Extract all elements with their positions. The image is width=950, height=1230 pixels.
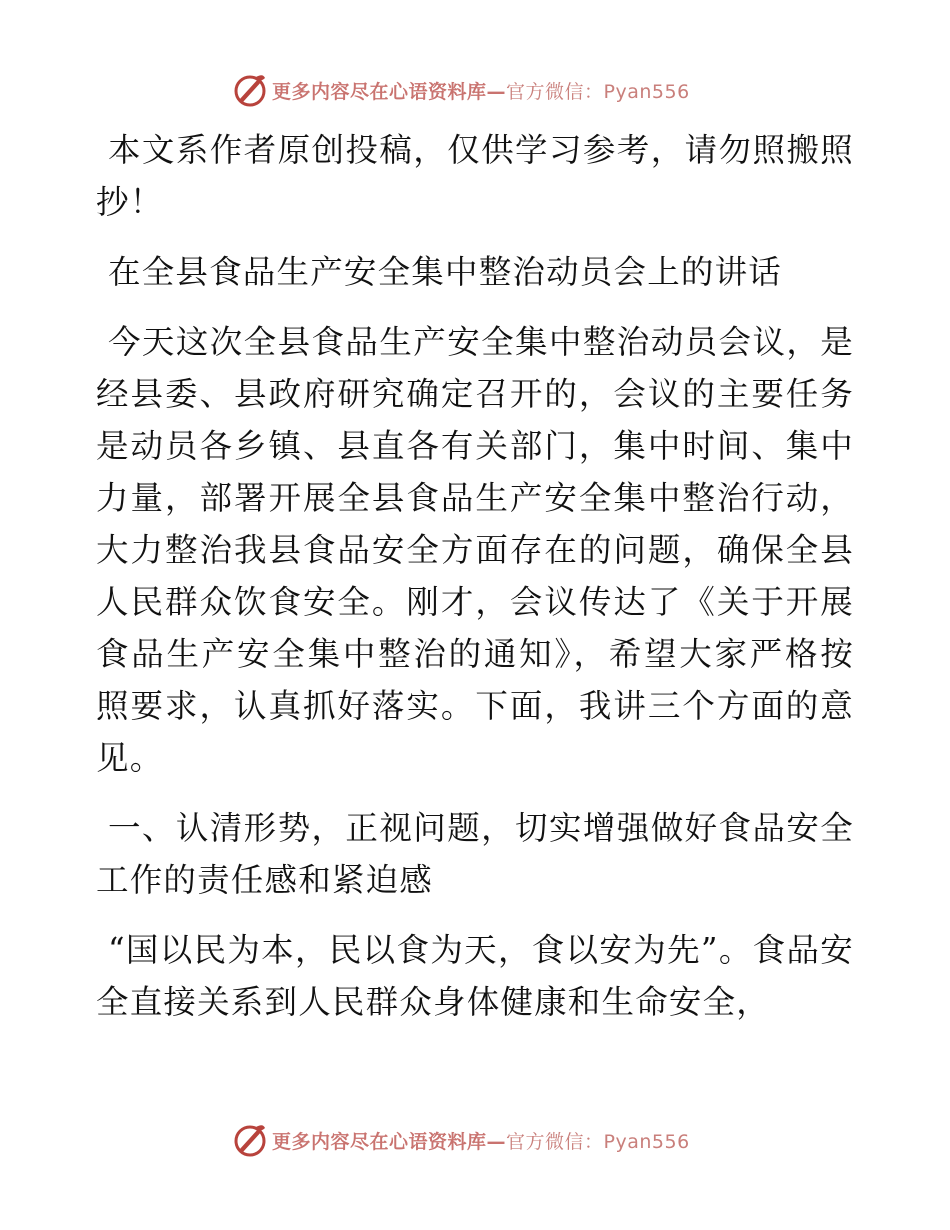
footer-dash: — [486, 1130, 507, 1153]
document-title: 在全县食品生产安全集中整治动员会上的讲话 [108, 253, 783, 291]
header-dash: — [486, 80, 507, 103]
quill-seal-logo-icon [232, 72, 268, 108]
body-paragraph: 今天这次全县食品生产安全集中整治动员会议，是经县委、县政府研究确定召开的，会议的主要任务是动员各乡镇、县直各有关部门，集中时间、集中力量，部署开展全县食品生产安全集中整治行动，大力整治我县食品安全方面存在的问题，确保全县人民群众饮食安全。刚才，会议传达了《关于开展食品生产安全集中整治的通知》，希望大家严格按照要求，认真抓好落实。下面，我讲三个方面的意见。 [96, 323, 854, 777]
header-wechat-text: 官方微信：Pyan556 [506, 80, 690, 103]
footer-site-text: 更多内容尽在心语资料库 [272, 1130, 487, 1153]
footer-wechat-text: 官方微信：Pyan556 [506, 1130, 690, 1153]
disclaimer: 本文系作者原创投稿，仅供学习参考，请勿照搬照抄！ [96, 131, 854, 221]
header-watermark-banner [232, 70, 712, 110]
body-paragraph: “国以民为本，民以食为天，食以安为先”。食品安全直接关系到人民群众身体健康和生命安全， [96, 931, 854, 1021]
header-site-text: 更多内容尽在心语资料库 [272, 80, 487, 103]
document-body [96, 124, 854, 1046]
quill-seal-logo-icon [232, 1122, 268, 1158]
section-heading: 一、认清形势，正视问题，切实增强做好食品安全工作的责任感和紧迫感 [96, 809, 854, 899]
footer-watermark-banner [232, 1120, 712, 1160]
